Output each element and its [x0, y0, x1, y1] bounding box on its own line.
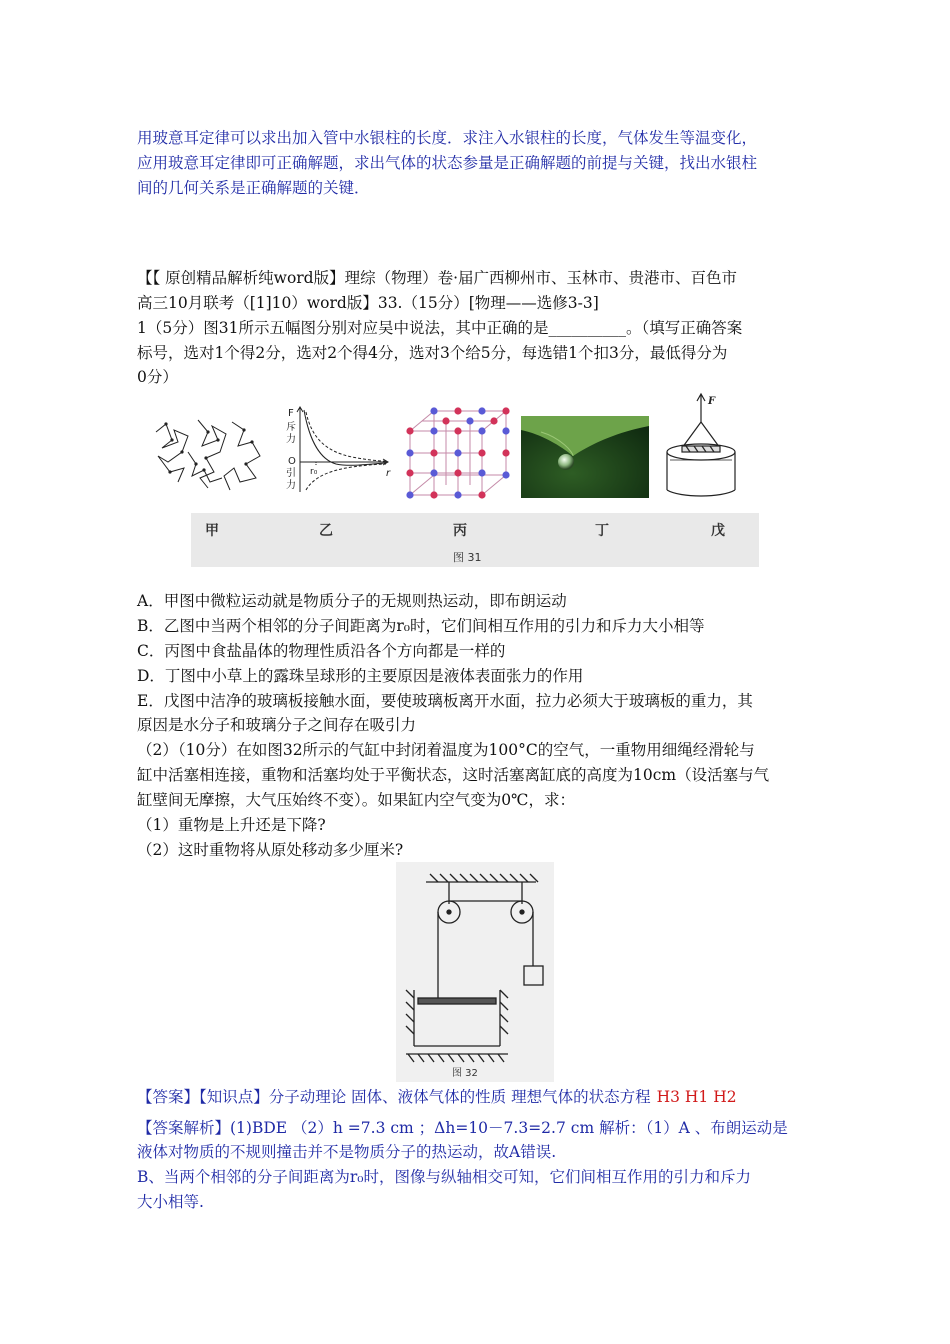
question1-line-1: 1（5分）图31所示五幅图分别对应吴中说法，其中正确的是__________。（填写正确答案 [137, 319, 743, 337]
figure-yi-force-graph [282, 404, 397, 496]
figure-jia-brownian [148, 412, 270, 494]
option-a: A．甲图中微粒运动就是物质分子的无规则热运动，即布朗运动 [137, 592, 567, 610]
source-line-1: 【【 原创精品解析纯word版】理综（物理）卷·届广西柳州市、玉林市、贵港市、百色市 [137, 269, 738, 287]
question2-line-3: 缸壁间无摩擦，大气压始终不变）。如果缸内空气变为0℃，求： [137, 791, 575, 809]
label-wu: 戊 [711, 523, 725, 539]
figure-wu-glass-plate [660, 392, 742, 500]
option-e-line-1: E．戊图中洁净的玻璃板接触水面，要使玻璃板离开水面，拉力必须大于玻璃板的重力，其 [137, 692, 753, 710]
option-b: B．乙图中当两个相邻的分子间距离为r₀时，它们间相互作用的引力和斥力大小相等 [137, 617, 705, 635]
intro-line-3: 间的几何关系是正确解题的关键． [137, 179, 370, 197]
graph-label-r0: r₀ [310, 467, 318, 477]
figure32-caption: 图 32 [452, 1068, 478, 1079]
question2-sub-1: （1）重物是上升还是下降? [137, 816, 326, 834]
graph-label-yin: 引 [286, 468, 296, 479]
force-label-f: F [708, 396, 716, 407]
figure-ding-dewdrop-photo [521, 416, 649, 498]
option-d: D．丁图中小草上的露珠呈球形的主要原因是液体表面张力的作用 [137, 667, 584, 685]
answer-label: 【答案】【知识点】分子动理论 固体、液体气体的性质 理想气体的状态方程 [137, 1088, 651, 1106]
analysis-line-4: 大小相等. [137, 1193, 204, 1211]
figure-bing-crystal-lattice [404, 407, 516, 499]
source-line-2: 高三10月联考（[1]10）word版】33.（15分）[物理——选修3-3] [137, 294, 599, 312]
intro-line-2: 应用玻意耳定律即可正确解题，求出气体的状态参量是正确解题的前提与关键，找出水银柱 [137, 154, 758, 172]
answer-line [137, 1086, 737, 1108]
graph-label-r: r [386, 468, 391, 479]
option-c: C．丙图中食盐晶体的物理性质沿各个方向都是一样的 [137, 642, 506, 660]
question1-line-3: 0分） [137, 368, 178, 386]
graph-label-chi: 斥 [286, 422, 296, 433]
answer-codes: H3 H1 H2 [656, 1088, 737, 1106]
figure32-cylinder-pulley [396, 862, 554, 1082]
question2-line-1: （2）（10分）在如图32所示的气缸中封闭着温度为100°C的空气，一重物用细绳经滑轮与 [137, 741, 755, 759]
label-bing: 丙 [453, 523, 467, 539]
question1-line-2: 标号，选对1个得2分，选对2个得4分，选对3个给5分，每选错1个扣3分，最低得分为 [137, 344, 728, 362]
analysis-line-3: B、当两个相邻的分子间距离为r₀时，图像与纵轴相交可知，它们间相互作用的引力和斥力 [137, 1168, 752, 1186]
graph-label-li: 力 [286, 434, 296, 445]
option-e-line-2: 原因是水分子和玻璃分子之间存在吸引力 [137, 716, 417, 734]
question2-line-2: 缸中活塞相连接，重物和活塞均处于平衡状态，这时活塞离缸底的高度为10cm（设活塞与气 [137, 766, 770, 784]
intro-line-1: 用玻意耳定律可以求出加入管中水银柱的长度．求注入水银柱的长度，气体发生等温变化， [137, 129, 758, 147]
graph-label-f: F [288, 408, 294, 419]
figure31-caption: 图 31 [453, 551, 482, 564]
analysis-line-2: 液体对物质的不规则撞击并不是物质分子的热运动，故A错误. [137, 1143, 557, 1161]
label-ding: 丁 [595, 523, 609, 539]
graph-label-li2: 力 [286, 480, 296, 491]
graph-label-o: O [288, 456, 296, 467]
question2-sub-2: （2）这时重物将从原处移动多少厘米? [137, 841, 404, 859]
figure31-caption-strip [191, 513, 759, 567]
label-jia: 甲 [205, 523, 219, 539]
analysis-line-1: 【答案解析】(1)BDE （2）h =7.3 cm ；Δh=10－7.3=2.7 cm 解析：（1）A 、布朗运动是 [137, 1119, 788, 1137]
label-yi: 乙 [319, 523, 333, 539]
